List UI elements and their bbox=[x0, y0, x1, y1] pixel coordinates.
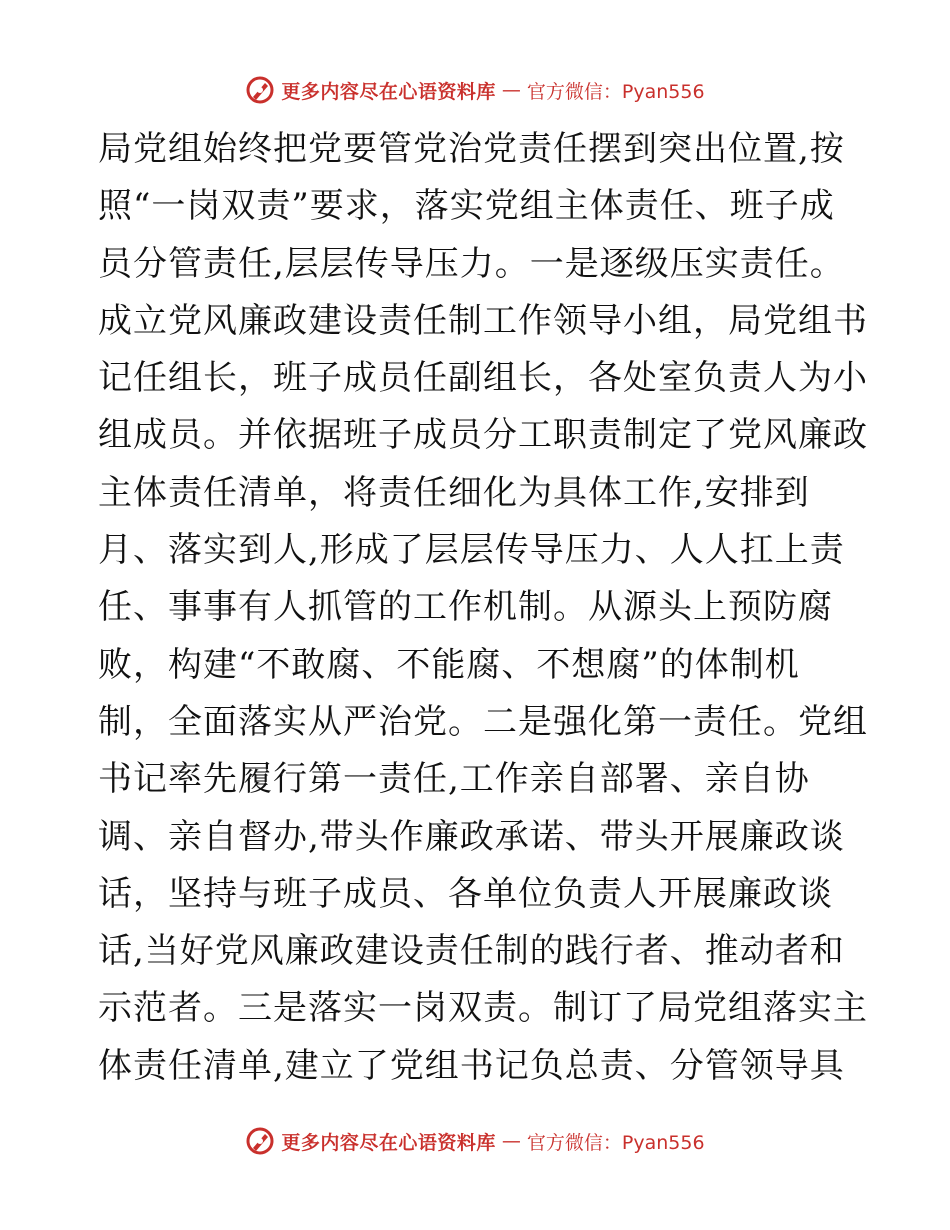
banner-wechat: 官方微信：Pyan556 bbox=[526, 80, 705, 103]
text-line: 话,当好党风廉政建设责任制的践行者、推动者和 bbox=[98, 931, 845, 972]
pen-circle-logo-icon bbox=[245, 75, 275, 105]
text-line: 组成员。并依据班子成员分工职责制定了党风廉政 bbox=[98, 415, 868, 456]
banner-title: 更多内容尽在心语资料库 bbox=[281, 1131, 496, 1154]
text-line: 局党组始终把党要管党治党责任摆到突出位置,按 bbox=[98, 129, 845, 169]
header-banner bbox=[0, 73, 950, 107]
banner-wechat: 官方微信：Pyan556 bbox=[526, 1131, 705, 1154]
text-line: 制，全面落实从严治党。二是强化第一责任。党组 bbox=[98, 701, 868, 742]
pen-circle-logo-icon bbox=[245, 1126, 275, 1156]
text-line: 败，构建“不敢腐、不能腐、不想腐”的体制机 bbox=[98, 644, 800, 685]
text-line: 成立党风廉政建设责任制工作领导小组，局党组书 bbox=[98, 300, 868, 341]
text-line: 任、事事有人抓管的工作机制。从源头上预防腐 bbox=[98, 587, 833, 628]
text-line: 照“一岗双责”要求，落实党组主体责任、班子成 bbox=[98, 186, 835, 227]
text-line: 书记率先履行第一责任,工作亲自部署、亲自协 bbox=[98, 759, 810, 800]
text-line: 示范者。三是落实一岗双责。制订了局党组落实主 bbox=[98, 988, 868, 1029]
text-line: 记任组长，班子成员任副组长，各处室负责人为小 bbox=[98, 358, 868, 399]
text-line: 月、落实到人,形成了层层传导压力、人人扛上责 bbox=[98, 530, 845, 571]
banner-separator: — bbox=[501, 1130, 521, 1152]
text-line: 员分管责任,层层传导压力。一是逐级压实责任。 bbox=[98, 243, 845, 284]
text-line: 主体责任清单，将责任细化为具体工作,安排到 bbox=[98, 472, 810, 513]
document-body bbox=[98, 121, 868, 1095]
text-line: 调、亲自督办,带头作廉政承诺、带头开展廉政谈 bbox=[98, 816, 845, 857]
banner-separator: — bbox=[501, 79, 521, 101]
text-line: 体责任清单,建立了党组书记负总责、分管领导具 bbox=[98, 1045, 845, 1086]
footer-banner bbox=[0, 1124, 950, 1158]
banner-title: 更多内容尽在心语资料库 bbox=[281, 80, 496, 103]
text-line: 话，坚持与班子成员、各单位负责人开展廉政谈 bbox=[98, 873, 833, 914]
